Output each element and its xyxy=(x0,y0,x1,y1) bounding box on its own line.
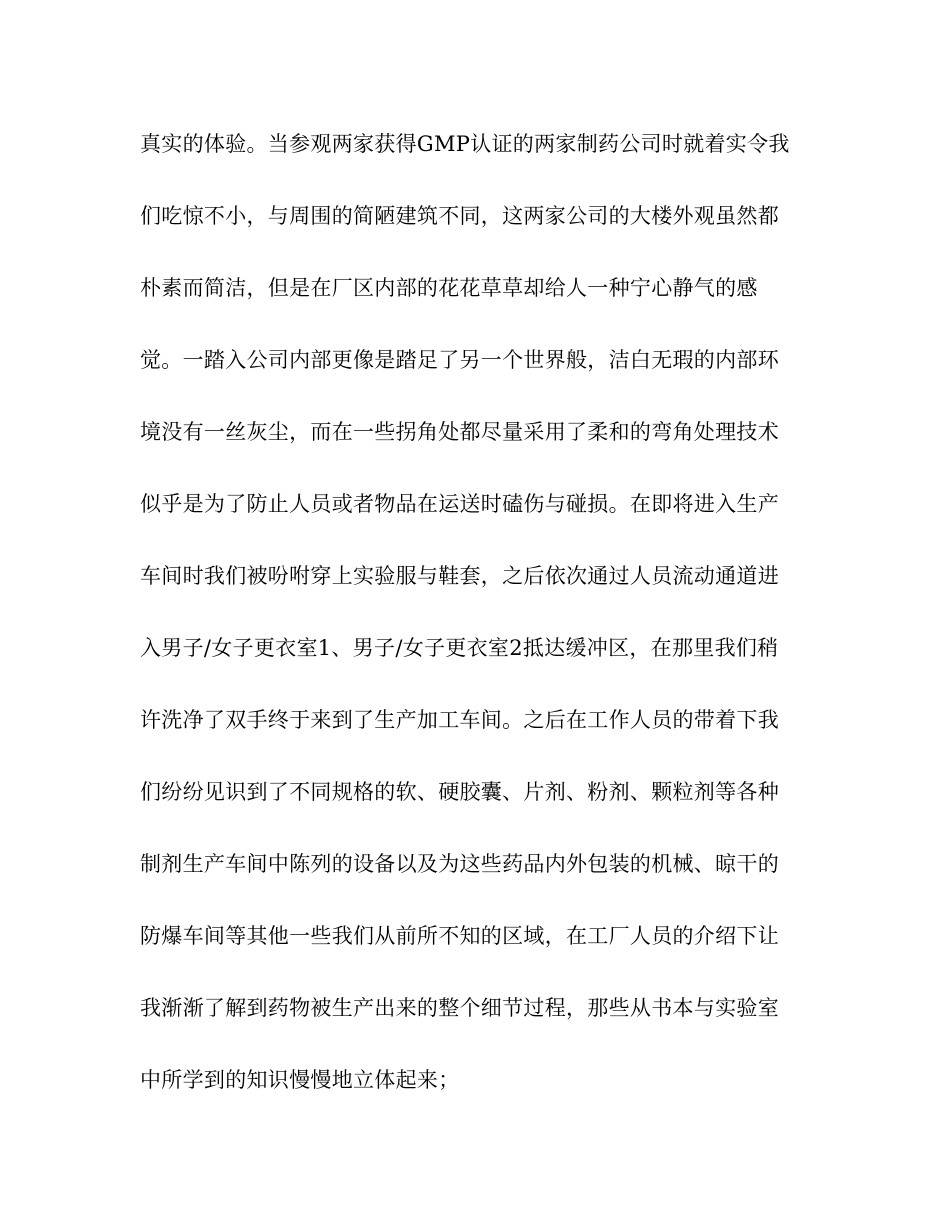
text-line: 似乎是为了防止人员或者物品在运送时磕伤与碰损。在即将进入生产 xyxy=(140,492,779,516)
body-paragraph xyxy=(140,122,820,1130)
text-line: 们吃惊不小，与周围的简陋建筑不同，这两家公司的大楼外观虽然都 xyxy=(140,204,779,228)
text-line: 车间时我们被吩咐穿上实验服与鞋套，之后依次通过人员流动通道进 xyxy=(140,564,779,588)
text-line: 入男子/女子更衣室1、男子/女子更衣室2抵达缓冲区，在那里我们稍 xyxy=(140,636,779,660)
text-line: 中所学到的知识慢慢地立体起来； xyxy=(140,1068,460,1092)
text-line: 防爆车间等其他一些我们从前所不知的区域，在工厂人员的介绍下让 xyxy=(140,924,779,948)
text-line: 觉。一踏入公司内部更像是踏足了另一个世界般，洁白无瑕的内部环 xyxy=(140,348,779,372)
text-line: 我渐渐了解到药物被生产出来的整个细节过程，那些从书本与实验室 xyxy=(140,996,779,1020)
text-line: 制剂生产车间中陈列的设备以及为这些药品内外包装的机械、晾干的 xyxy=(140,852,779,876)
text-line: 朴素而简洁，但是在厂区内部的花花草草却给人一种宁心静气的感 xyxy=(140,276,758,300)
text-line: 许洗净了双手终于来到了生产加工车间。之后在工作人员的带着下我 xyxy=(140,708,779,732)
text-line: 境没有一丝灰尘，而在一些拐角处都尽量采用了柔和的弯角处理技术 xyxy=(140,420,779,444)
text-line: 真实的体验。当参观两家获得GMP认证的两家制药公司时就着实令我 xyxy=(140,132,790,156)
text-line: 们纷纷见识到了不同规格的软、硬胶囊、片剂、粉剂、颗粒剂等各种 xyxy=(140,780,779,804)
